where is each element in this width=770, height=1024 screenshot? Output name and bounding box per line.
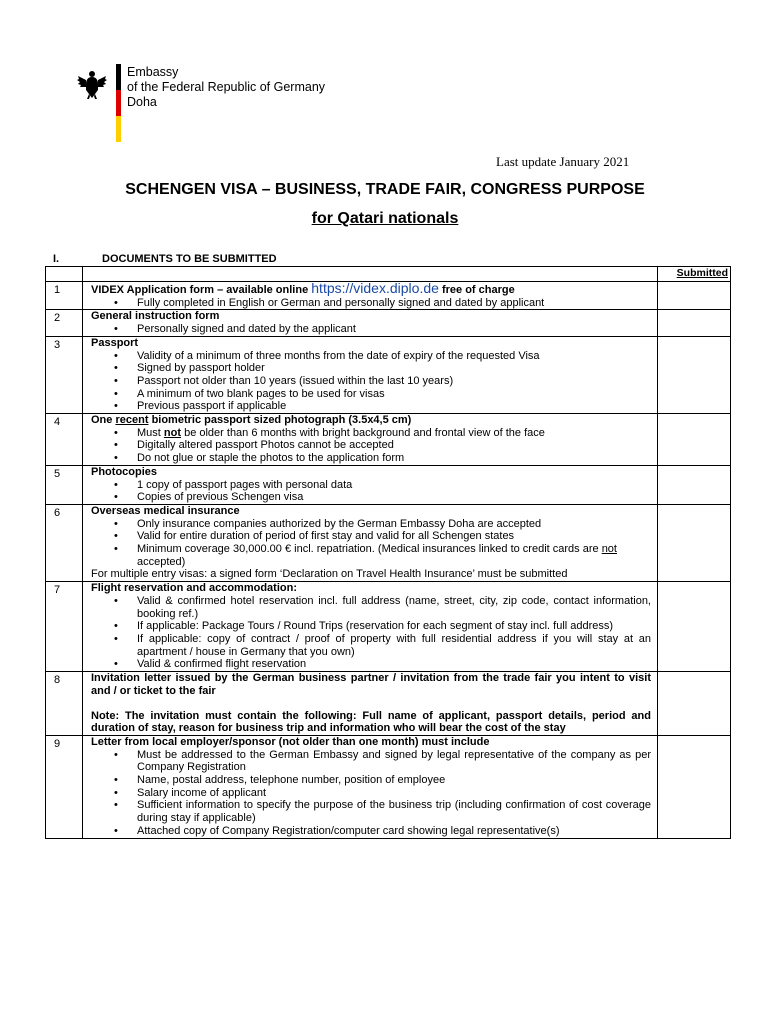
- bullet-list: [91, 297, 651, 310]
- bullet-item: • Salary income of applicant: [137, 787, 651, 800]
- submitted-checkbox-cell[interactable]: [658, 310, 731, 336]
- row-number: 3: [46, 336, 83, 413]
- bullet-item: • If applicable: Package Tours / Round Trips (reservation for each segment of stay incl. full address): [137, 620, 651, 633]
- bullet-text: Minimum coverage 30,000.00 € incl. repatriation. (Medical insurances linked to credit cards are: [137, 543, 599, 556]
- row-content: [83, 310, 658, 336]
- table-row: [46, 414, 731, 466]
- bullet-emphasis: not: [601, 543, 617, 556]
- item-title-emphasis: recent: [115, 414, 149, 427]
- submitted-checkbox-cell[interactable]: [658, 336, 731, 413]
- table-row: [46, 672, 731, 736]
- bullet-item: • Valid & confirmed flight reservation: [137, 658, 651, 671]
- submitted-checkbox-cell[interactable]: [658, 735, 731, 838]
- federal-eagle-icon: [76, 68, 108, 100]
- bullet-item: • Valid for entire duration of period of first stay and valid for all Schengen states: [137, 530, 651, 543]
- bullet-emphasis: not: [163, 426, 182, 439]
- bullet-item: • Signed by passport holder: [137, 362, 651, 375]
- row-number: 5: [46, 465, 83, 504]
- videx-link[interactable]: https://videx.diplo.de: [311, 280, 439, 296]
- row-content: [83, 336, 658, 413]
- bullet-item: • Must be addressed to the German Embassy and signed by legal representative of the company as per Company Registration: [137, 749, 651, 774]
- bullet-item: • Valid & confirmed hotel reservation incl. full address (name, street, city, zip code, contact information, booking ref.): [137, 595, 651, 620]
- bullet-text: Must: [137, 426, 161, 439]
- bullet-item: • Name, postal address, telephone number, position of employee: [137, 774, 651, 787]
- table-row: [46, 336, 731, 413]
- item-title-text: VIDEX Application form – available online: [91, 284, 309, 296]
- item-title-suffix: biometric passport sized photograph (3.5x4,5 cm): [151, 414, 412, 427]
- bullet-list: [91, 350, 651, 414]
- item-title: [91, 414, 651, 427]
- item-note: Note: The invitation must contain the following: Full name of applicant, passport details, period and duration of stay, reason for business trip and information who will bear the cost of the stay: [91, 709, 651, 735]
- item-title-text: One: [91, 414, 113, 427]
- row-content: [83, 465, 658, 504]
- item-title: Passport: [91, 336, 139, 349]
- row-content: [83, 735, 658, 838]
- bullet-item: • Passport not older than 10 years (issued within the last 10 years): [137, 375, 651, 388]
- submitted-header: Submitted: [658, 267, 731, 282]
- table-row: [46, 310, 731, 336]
- bullet-item: • Personally signed and dated by the applicant: [137, 323, 651, 336]
- item-title-suffix: free of charge: [441, 284, 515, 296]
- bullet-text: be older than 6 months with bright background and frontal view of the face: [184, 426, 545, 439]
- last-update: Last update January 2021: [496, 154, 630, 169]
- subtitle-text: for Qatari nationals: [311, 210, 459, 227]
- row-content: [83, 414, 658, 466]
- bullet-item: • Validity of a minimum of three months from the date of expiry of the requested Visa: [137, 350, 651, 363]
- bullet-item: • Previous passport if applicable: [137, 400, 651, 413]
- row-content: [83, 282, 658, 310]
- item-title: Invitation letter issued by the German business partner / invitation from the trade fair you intent to visit and / or ticket to the fair: [91, 672, 651, 697]
- item-title: Letter from local employer/sponsor (not older than one month) must include: [91, 735, 490, 748]
- row-number: 9: [46, 735, 83, 838]
- item-title: [91, 282, 651, 297]
- bullet-item: • A minimum of two blank pages to be used for visas: [137, 388, 651, 401]
- bullet-item: • Digitally altered passport Photos cannot be accepted: [137, 439, 651, 452]
- flag-stripe-gold: [116, 116, 121, 142]
- row-content: [83, 504, 658, 581]
- bullet-item: • Only insurance companies authorized by the German Embassy Doha are accepted: [137, 518, 651, 531]
- bullet-item: • Fully completed in English or German and personally signed and dated by applicant: [137, 297, 651, 310]
- embassy-line1: Embassy: [127, 65, 179, 79]
- item-title: Overseas medical insurance: [91, 504, 240, 517]
- row-number: 7: [46, 582, 83, 672]
- bullet-list: [91, 323, 651, 336]
- item-title: General instruction form: [91, 310, 220, 323]
- table-row: [46, 504, 731, 581]
- row-number: 6: [46, 504, 83, 581]
- bullet-text: accepted): [137, 555, 186, 568]
- row-content: [83, 582, 658, 672]
- table-row: [46, 465, 731, 504]
- table-row: [46, 735, 731, 838]
- row-number: 1: [46, 282, 83, 310]
- bullet-item: • Do not glue or staple the photos to the application form: [137, 452, 651, 465]
- submitted-checkbox-cell[interactable]: [658, 672, 731, 736]
- bullet-item: • Copies of previous Schengen visa: [137, 491, 651, 504]
- submitted-checkbox-cell[interactable]: [658, 282, 731, 310]
- table-row: [46, 282, 731, 310]
- flag-stripe-black: [116, 64, 121, 90]
- bullet-item: • Sufficient information to specify the purpose of the business trip (including confirmation of cost coverage during stay if applicable): [137, 799, 651, 824]
- document-title: SCHENGEN VISA – BUSINESS, TRADE FAIR, CONGRESS PURPOSE: [125, 181, 645, 198]
- table-row: [46, 582, 731, 672]
- submitted-checkbox-cell[interactable]: [658, 582, 731, 672]
- bullet-item: [137, 427, 651, 440]
- bullet-list: [91, 749, 651, 838]
- item-title: Photocopies: [91, 465, 158, 478]
- bullet-list: [91, 479, 651, 504]
- bullet-item: • If applicable: copy of contract / proof of property with full residential address if you will stay at an apartment / house in Germany that you own): [137, 633, 651, 658]
- documents-table: [45, 266, 731, 839]
- submitted-checkbox-cell[interactable]: [658, 414, 731, 466]
- row-number: 4: [46, 414, 83, 466]
- embassy-name: [127, 65, 325, 110]
- embassy-line3: Doha: [127, 95, 157, 109]
- flag-stripe-red: [116, 90, 121, 116]
- section-title: DOCUMENTS TO BE SUBMITTED: [102, 253, 277, 265]
- document-subtitle: [0, 210, 770, 228]
- bullet-list: [91, 518, 651, 569]
- german-flag-bar: [116, 64, 121, 142]
- item-title: Flight reservation and accommodation:: [91, 582, 297, 595]
- row-number: 8: [46, 672, 83, 736]
- bullet-list: [91, 427, 651, 465]
- item-footer-note: For multiple entry visas: a signed form ‘Declaration on Travel Health Insurance’ must be submitted: [91, 568, 568, 581]
- embassy-line2: of the Federal Republic of Germany: [127, 80, 326, 94]
- row-number: 2: [46, 310, 83, 336]
- bullet-list: [91, 595, 651, 671]
- bullet-item: • 1 copy of passport pages with personal data: [137, 479, 651, 492]
- bullet-item: [137, 543, 651, 568]
- row-content: [83, 672, 658, 736]
- bullet-item: • Attached copy of Company Registration/computer card showing legal representative(s): [137, 825, 651, 838]
- section-number: I.: [53, 253, 60, 265]
- submitted-checkbox-cell[interactable]: [658, 465, 731, 504]
- submitted-checkbox-cell[interactable]: [658, 504, 731, 581]
